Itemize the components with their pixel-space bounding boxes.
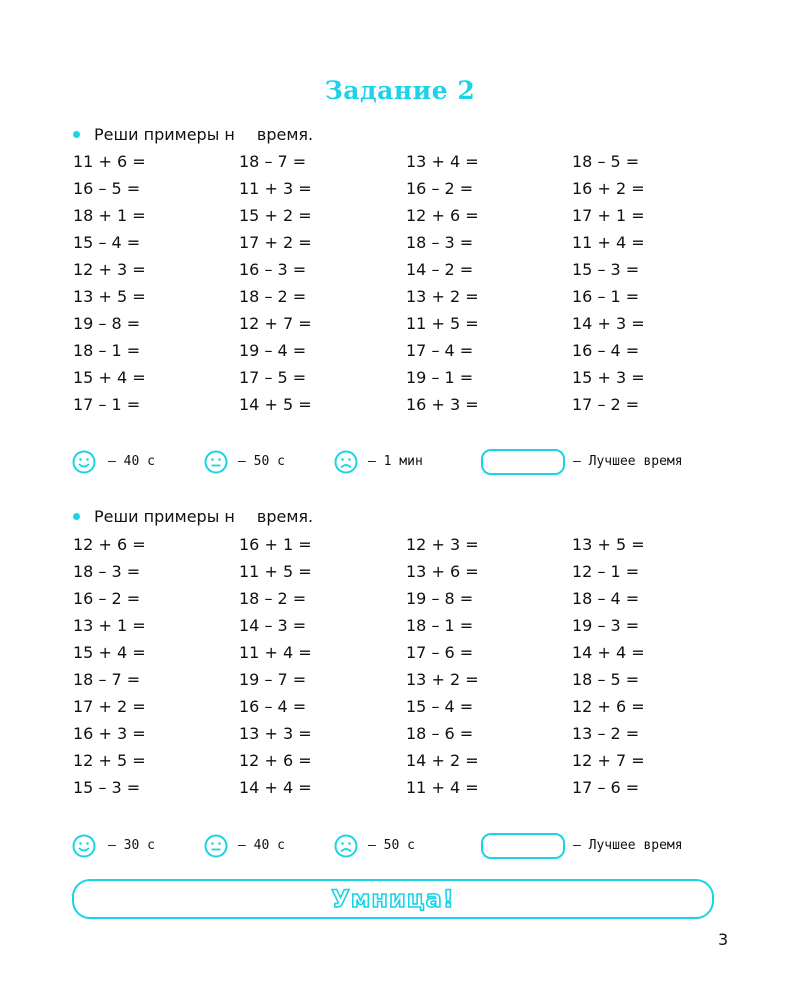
example-item: 18 – 1 = xyxy=(73,341,141,360)
example-item: 19 – 8 = xyxy=(73,314,141,333)
example-item: 12 – 1 = xyxy=(572,562,640,581)
best-time-label-1: — Лучшее время xyxy=(573,454,683,469)
example-item: 15 – 3 = xyxy=(572,260,640,279)
example-item: 11 + 4 = xyxy=(239,643,312,662)
bullet-icon xyxy=(73,131,80,138)
example-item: 14 + 5 = xyxy=(239,395,312,414)
example-item: 11 + 4 = xyxy=(572,233,645,252)
timer-row-1 xyxy=(72,447,732,477)
example-item: 17 – 5 = xyxy=(239,368,307,387)
example-item: 12 + 6 = xyxy=(406,206,479,225)
instruction-2-part-1: Реши примеры н xyxy=(94,507,235,526)
example-item: 15 + 2 = xyxy=(239,206,312,225)
example-item: 12 + 6 = xyxy=(572,697,645,716)
example-item: 17 – 4 = xyxy=(406,341,474,360)
example-item: 12 + 7 = xyxy=(239,314,312,333)
example-item: 13 + 3 = xyxy=(239,724,312,743)
example-item: 17 – 2 = xyxy=(572,395,640,414)
example-item: 19 – 3 = xyxy=(572,616,640,635)
timer-happy-2: — 30 с xyxy=(108,838,155,853)
example-item: 17 – 1 = xyxy=(73,395,141,414)
example-item: 18 – 2 = xyxy=(239,287,307,306)
example-item: 18 – 2 = xyxy=(239,589,307,608)
example-item: 18 – 3 = xyxy=(406,233,474,252)
example-item: 19 – 7 = xyxy=(239,670,307,689)
example-item: 12 + 3 = xyxy=(406,535,479,554)
example-item: 18 – 7 = xyxy=(239,152,307,171)
example-item: 12 + 6 = xyxy=(239,751,312,770)
example-item: 13 + 6 = xyxy=(406,562,479,581)
bullet-icon xyxy=(73,513,80,520)
example-item: 11 + 4 = xyxy=(406,778,479,797)
example-item: 18 – 3 = xyxy=(73,562,141,581)
example-item: 18 – 6 = xyxy=(406,724,474,743)
example-item: 11 + 6 = xyxy=(73,152,146,171)
example-item: 15 – 3 = xyxy=(73,778,141,797)
praise-banner xyxy=(72,879,714,919)
example-item: 17 + 1 = xyxy=(572,206,645,225)
example-item: 16 – 2 = xyxy=(73,589,141,608)
example-item: 18 – 1 = xyxy=(406,616,474,635)
praise-text: Умница! xyxy=(331,885,455,913)
timer-sad-2: — 50 с xyxy=(368,838,415,853)
example-item: 18 – 5 = xyxy=(572,670,640,689)
instruction-2 xyxy=(73,507,313,526)
example-item: 13 + 5 = xyxy=(572,535,645,554)
example-item: 16 + 3 = xyxy=(73,724,146,743)
example-item: 12 + 3 = xyxy=(73,260,146,279)
example-item: 15 – 4 = xyxy=(73,233,141,252)
example-item: 11 + 5 = xyxy=(406,314,479,333)
example-item: 11 + 3 = xyxy=(239,179,312,198)
timer-neutral-2: — 40 с xyxy=(238,838,285,853)
timer-happy-1: — 40 с xyxy=(108,454,155,469)
example-item: 18 – 7 = xyxy=(73,670,141,689)
example-item: 15 + 3 = xyxy=(572,368,645,387)
instruction-1-part-2: время. xyxy=(256,125,314,144)
timer-row-2 xyxy=(72,831,732,861)
example-item: 14 + 2 = xyxy=(406,751,479,770)
example-item: 18 + 1 = xyxy=(73,206,146,225)
example-item: 13 – 2 = xyxy=(572,724,640,743)
best-time-box-2[interactable] xyxy=(481,833,565,859)
best-time-label-2: — Лучшее время xyxy=(573,838,683,853)
example-item: 19 – 8 = xyxy=(406,589,474,608)
example-item: 13 + 4 = xyxy=(406,152,479,171)
instruction-2-part-2: время. xyxy=(256,507,314,526)
example-item: 17 + 2 = xyxy=(239,233,312,252)
example-item: 16 – 2 = xyxy=(406,179,474,198)
example-item: 15 – 4 = xyxy=(406,697,474,716)
example-item: 13 + 1 = xyxy=(73,616,146,635)
example-item: 12 + 6 = xyxy=(73,535,146,554)
example-item: 12 + 7 = xyxy=(572,751,645,770)
example-item: 18 – 4 = xyxy=(572,589,640,608)
example-item: 16 – 4 = xyxy=(572,341,640,360)
example-item: 16 – 4 = xyxy=(239,697,307,716)
example-item: 15 + 4 = xyxy=(73,643,146,662)
neutral-face-icon xyxy=(204,834,228,858)
example-item: 19 – 4 = xyxy=(239,341,307,360)
sad-face-icon xyxy=(334,450,358,474)
example-item: 14 – 2 = xyxy=(406,260,474,279)
example-item: 13 + 2 = xyxy=(406,670,479,689)
best-time-box-1[interactable] xyxy=(481,449,565,475)
example-item: 17 + 2 = xyxy=(73,697,146,716)
example-item: 19 – 1 = xyxy=(406,368,474,387)
example-item: 16 + 3 = xyxy=(406,395,479,414)
example-item: 16 – 1 = xyxy=(572,287,640,306)
example-item: 14 + 4 = xyxy=(572,643,645,662)
example-item: 16 + 2 = xyxy=(572,179,645,198)
timer-neutral-1: — 50 с xyxy=(238,454,285,469)
example-item: 16 – 3 = xyxy=(239,260,307,279)
page-title: Задание 2 xyxy=(324,76,476,105)
examples-grid-2 xyxy=(73,531,692,801)
neutral-face-icon xyxy=(204,450,228,474)
page-number: 3 xyxy=(718,930,729,949)
example-item: 16 + 1 = xyxy=(239,535,312,554)
example-item: 14 – 3 = xyxy=(239,616,307,635)
instruction-1-part-1: Реши примеры н xyxy=(94,125,235,144)
examples-grid-1 xyxy=(73,148,692,418)
example-item: 15 + 4 = xyxy=(73,368,146,387)
example-item: 13 + 5 = xyxy=(73,287,146,306)
example-item: 12 + 5 = xyxy=(73,751,146,770)
example-item: 18 – 5 = xyxy=(572,152,640,171)
smile-face-icon xyxy=(72,834,96,858)
example-item: 14 + 3 = xyxy=(572,314,645,333)
example-item: 17 – 6 = xyxy=(572,778,640,797)
example-item: 17 – 6 = xyxy=(406,643,474,662)
instruction-1 xyxy=(73,125,313,144)
timer-sad-1: — 1 мин xyxy=(368,454,423,469)
example-item: 14 + 4 = xyxy=(239,778,312,797)
example-item: 13 + 2 = xyxy=(406,287,479,306)
smile-face-icon xyxy=(72,450,96,474)
example-item: 11 + 5 = xyxy=(239,562,312,581)
sad-face-icon xyxy=(334,834,358,858)
example-item: 16 – 5 = xyxy=(73,179,141,198)
